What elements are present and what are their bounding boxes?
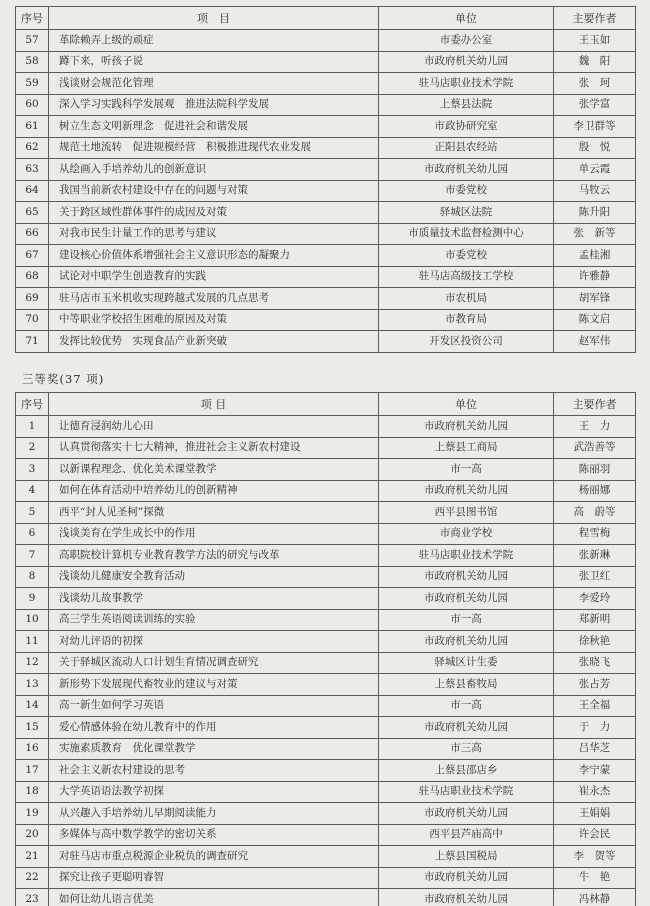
- table-row: [16, 781, 636, 803]
- header-unit: 单位: [379, 7, 554, 30]
- row-author: 张晓飞: [554, 652, 636, 674]
- row-author: 王玉如: [554, 30, 636, 52]
- row-title: 发挥比较优势 实现食品产业新突破: [49, 331, 379, 353]
- row-unit: 驻马店职业技术学院: [379, 545, 554, 567]
- row-author: 陈丽羽: [554, 459, 636, 481]
- section-heading-third-prize: 三等奖(37 项): [22, 372, 105, 386]
- table-row: [16, 824, 636, 846]
- table-row: [16, 846, 636, 868]
- table-row: [16, 459, 636, 481]
- row-title: 对我市民生计量工作的思考与建议: [49, 223, 379, 245]
- row-unit: 市政府机关幼儿园: [379, 889, 554, 906]
- row-unit: 驻马店职业技术学院: [379, 781, 554, 803]
- row-author: 张学富: [554, 94, 636, 116]
- table-row: [16, 116, 636, 138]
- row-title: 树立生态文明新理念 促进社会和谐发展: [49, 116, 379, 138]
- row-author: 郑新明: [554, 609, 636, 631]
- row-author: 吕华芝: [554, 738, 636, 760]
- row-number: 61: [16, 116, 49, 138]
- row-unit: 市一高: [379, 609, 554, 631]
- row-title: 蹲下来，听孩子说: [49, 51, 379, 73]
- row-title: 如何让幼儿语言优美: [49, 889, 379, 906]
- row-author: 程雪梅: [554, 523, 636, 545]
- row-number: 10: [16, 609, 49, 631]
- row-unit: 市政府机关幼儿园: [379, 416, 554, 438]
- row-number: 64: [16, 180, 49, 202]
- row-unit: 正阳县农经站: [379, 137, 554, 159]
- row-number: 4: [16, 480, 49, 502]
- table-row: [16, 480, 636, 502]
- table-row: [16, 51, 636, 73]
- table-header-row: [16, 7, 636, 30]
- table-row: [16, 331, 636, 353]
- row-unit: 上蔡县法院: [379, 94, 554, 116]
- row-unit: 市一高: [379, 695, 554, 717]
- row-title: 探究让孩子更聪明睿智: [49, 867, 379, 889]
- row-title: 认真贯彻落实十七大精神，推进社会主义新农村建设: [49, 437, 379, 459]
- row-title: 驻马店市玉米机收实现跨越式发展的几点思考: [49, 288, 379, 310]
- row-title: 高三学生英语阅读训练的实验: [49, 609, 379, 631]
- row-title: 从绘画入手培养幼儿的创新意识: [49, 159, 379, 181]
- row-author: 冯林静: [554, 889, 636, 906]
- row-title: 浅谈财会规范化管理: [49, 73, 379, 95]
- row-author: 张卫红: [554, 566, 636, 588]
- row-number: 66: [16, 223, 49, 245]
- row-number: 8: [16, 566, 49, 588]
- row-title: 我国当前新农村建设中存在的问题与对策: [49, 180, 379, 202]
- row-number: 9: [16, 588, 49, 610]
- row-title: 让德育浸润幼儿心田: [49, 416, 379, 438]
- table-row: [16, 652, 636, 674]
- row-title: 社会主义新农村建设的思考: [49, 760, 379, 782]
- row-title: 多媒体与高中数学教学的密切关系: [49, 824, 379, 846]
- row-author: 张占芳: [554, 674, 636, 696]
- row-author: 孟桂湘: [554, 245, 636, 267]
- row-number: 6: [16, 523, 49, 545]
- row-number: 7: [16, 545, 49, 567]
- row-author: 张 珂: [554, 73, 636, 95]
- row-title: 爱心情感体验在幼儿教育中的作用: [49, 717, 379, 739]
- row-number: 68: [16, 266, 49, 288]
- row-number: 14: [16, 695, 49, 717]
- row-title: 革除赖弄上级的顽症: [49, 30, 379, 52]
- table-row: [16, 609, 636, 631]
- row-unit: 西平县芦庙高中: [379, 824, 554, 846]
- row-author: 马牧云: [554, 180, 636, 202]
- row-unit: 西平县图书馆: [379, 502, 554, 524]
- table-row: [16, 94, 636, 116]
- row-author: 赵军伟: [554, 331, 636, 353]
- row-unit: 市商业学校: [379, 523, 554, 545]
- row-author: 牛 艳: [554, 867, 636, 889]
- table-row: [16, 137, 636, 159]
- row-unit: 市三高: [379, 738, 554, 760]
- table-row: [16, 717, 636, 739]
- row-title: 建设核心价值体系增强社会主义意识形态的凝聚力: [49, 245, 379, 267]
- third-prize-table: [15, 392, 636, 906]
- row-number: 70: [16, 309, 49, 331]
- row-author: 李宁蒙: [554, 760, 636, 782]
- row-number: 71: [16, 331, 49, 353]
- row-author: 许雅静: [554, 266, 636, 288]
- table-row: [16, 631, 636, 653]
- row-author: 武浩善等: [554, 437, 636, 459]
- row-unit: 上蔡县工商局: [379, 437, 554, 459]
- table-row: [16, 760, 636, 782]
- row-number: 23: [16, 889, 49, 906]
- row-title: 高一新生如何学习英语: [49, 695, 379, 717]
- row-number: 21: [16, 846, 49, 868]
- awards-table-continued: [15, 6, 636, 353]
- row-title: 如何在体育活动中培养幼儿的创新精神: [49, 480, 379, 502]
- row-title: 浅谈幼儿故事教学: [49, 588, 379, 610]
- table-row: [16, 180, 636, 202]
- row-number: 67: [16, 245, 49, 267]
- row-author: 李卫群等: [554, 116, 636, 138]
- row-number: 60: [16, 94, 49, 116]
- row-number: 15: [16, 717, 49, 739]
- row-author: 许会民: [554, 824, 636, 846]
- row-author: 陈文启: [554, 309, 636, 331]
- row-author: 单云霞: [554, 159, 636, 181]
- row-unit: 市政府机关幼儿园: [379, 480, 554, 502]
- row-number: 13: [16, 674, 49, 696]
- table-header-row: [16, 393, 636, 416]
- table-row: [16, 245, 636, 267]
- table-row: [16, 566, 636, 588]
- row-number: 5: [16, 502, 49, 524]
- row-title: 关于跨区域性群体事件的成因及对策: [49, 202, 379, 224]
- row-author: 王全福: [554, 695, 636, 717]
- row-author: 王 力: [554, 416, 636, 438]
- row-author: 魏 阳: [554, 51, 636, 73]
- row-author: 于 力: [554, 717, 636, 739]
- row-unit: 市委党校: [379, 180, 554, 202]
- table-row: [16, 223, 636, 245]
- row-unit: 市政府机关幼儿园: [379, 803, 554, 825]
- row-title: 试论对中职学生创造教育的实践: [49, 266, 379, 288]
- header-author: 主要作者: [554, 7, 636, 30]
- row-number: 69: [16, 288, 49, 310]
- table-row: [16, 437, 636, 459]
- row-unit: 上蔡县国税局: [379, 846, 554, 868]
- row-author: 高 蔚等: [554, 502, 636, 524]
- row-number: 58: [16, 51, 49, 73]
- table-row: [16, 867, 636, 889]
- header-num: 序号: [16, 7, 49, 30]
- table-body: [16, 416, 636, 906]
- table-row: [16, 803, 636, 825]
- table-row: [16, 288, 636, 310]
- row-title: 对驻马店市重点税源企业税负的调查研究: [49, 846, 379, 868]
- table-row: [16, 309, 636, 331]
- row-unit: 市政府机关幼儿园: [379, 717, 554, 739]
- row-title: 西平“封人见圣柯”探微: [49, 502, 379, 524]
- row-unit: 市政府机关幼儿园: [379, 51, 554, 73]
- row-unit: 驻马店高级技工学校: [379, 266, 554, 288]
- row-title: 浅谈幼儿健康安全教育活动: [49, 566, 379, 588]
- row-author: 李 贺等: [554, 846, 636, 868]
- row-unit: 市政府机关幼儿园: [379, 566, 554, 588]
- row-number: 62: [16, 137, 49, 159]
- table-row: [16, 695, 636, 717]
- row-author: 张 新等: [554, 223, 636, 245]
- row-author: 杨丽娜: [554, 480, 636, 502]
- table-row: [16, 674, 636, 696]
- table-row: [16, 889, 636, 906]
- row-author: 张新琳: [554, 545, 636, 567]
- row-unit: 上蔡县畜牧局: [379, 674, 554, 696]
- row-unit: 市委党校: [379, 245, 554, 267]
- table-row: [16, 73, 636, 95]
- row-number: 20: [16, 824, 49, 846]
- row-unit: 市政府机关幼儿园: [379, 867, 554, 889]
- row-number: 17: [16, 760, 49, 782]
- header-title: 项 目: [49, 7, 379, 30]
- table-row: [16, 738, 636, 760]
- row-unit: 市质量技术监督检测中心: [379, 223, 554, 245]
- table-row: [16, 545, 636, 567]
- row-author: 殷 悦: [554, 137, 636, 159]
- row-number: 65: [16, 202, 49, 224]
- row-unit: 市农机局: [379, 288, 554, 310]
- header-author: 主要作者: [554, 393, 636, 416]
- row-unit: 开发区投资公司: [379, 331, 554, 353]
- row-number: 2: [16, 437, 49, 459]
- row-unit: 市教育局: [379, 309, 554, 331]
- table-row: [16, 30, 636, 52]
- table-row: [16, 202, 636, 224]
- table-row: [16, 523, 636, 545]
- table-row: [16, 502, 636, 524]
- row-number: 19: [16, 803, 49, 825]
- row-title: 关于驿城区流动人口计划生育情况调查研究: [49, 652, 379, 674]
- row-unit: 市一高: [379, 459, 554, 481]
- table-row: [16, 416, 636, 438]
- table-row: [16, 159, 636, 181]
- row-unit: 上蔡县邵店乡: [379, 760, 554, 782]
- header-unit: 单位: [379, 393, 554, 416]
- row-unit: 驻马店职业技术学院: [379, 73, 554, 95]
- row-title: 规范土地流转 促进规模经营 积极推进现代农业发展: [49, 137, 379, 159]
- table-row: [16, 588, 636, 610]
- row-author: 李爱玲: [554, 588, 636, 610]
- table-row: [16, 266, 636, 288]
- row-unit: 市委办公室: [379, 30, 554, 52]
- row-number: 22: [16, 867, 49, 889]
- row-title: 大学英语语法教学初探: [49, 781, 379, 803]
- row-number: 59: [16, 73, 49, 95]
- row-number: 18: [16, 781, 49, 803]
- row-unit: 市政协研究室: [379, 116, 554, 138]
- row-title: 中等职业学校招生困难的原因及对策: [49, 309, 379, 331]
- row-author: 陈升阳: [554, 202, 636, 224]
- row-title: 实施素质教育 优化课堂教学: [49, 738, 379, 760]
- row-unit: 市政府机关幼儿园: [379, 588, 554, 610]
- row-author: 王娟娟: [554, 803, 636, 825]
- row-title: 新形势下发展现代畜牧业的建议与对策: [49, 674, 379, 696]
- row-unit: 驿城区法院: [379, 202, 554, 224]
- row-number: 57: [16, 30, 49, 52]
- row-author: 胡军锋: [554, 288, 636, 310]
- row-number: 16: [16, 738, 49, 760]
- row-title: 高职院校计算机专业教育教学方法的研究与改革: [49, 545, 379, 567]
- row-title: 深入学习实践科学发展观 推进法院科学发展: [49, 94, 379, 116]
- row-number: 12: [16, 652, 49, 674]
- row-unit: 市政府机关幼儿园: [379, 631, 554, 653]
- row-unit: 驿城区计生委: [379, 652, 554, 674]
- table-body: [16, 30, 636, 353]
- row-title: 从兴趣入手培养幼儿早期阅读能力: [49, 803, 379, 825]
- header-num: 序号: [16, 393, 49, 416]
- row-number: 63: [16, 159, 49, 181]
- header-title: 项 目: [49, 393, 379, 416]
- row-author: 崔永杰: [554, 781, 636, 803]
- row-title: 以新课程理念、优化美术课堂教学: [49, 459, 379, 481]
- row-number: 11: [16, 631, 49, 653]
- row-number: 1: [16, 416, 49, 438]
- row-title: 浅谈美育在学生成长中的作用: [49, 523, 379, 545]
- row-unit: 市政府机关幼儿园: [379, 159, 554, 181]
- row-author: 徐秋艳: [554, 631, 636, 653]
- row-number: 3: [16, 459, 49, 481]
- row-title: 对幼儿评语的初探: [49, 631, 379, 653]
